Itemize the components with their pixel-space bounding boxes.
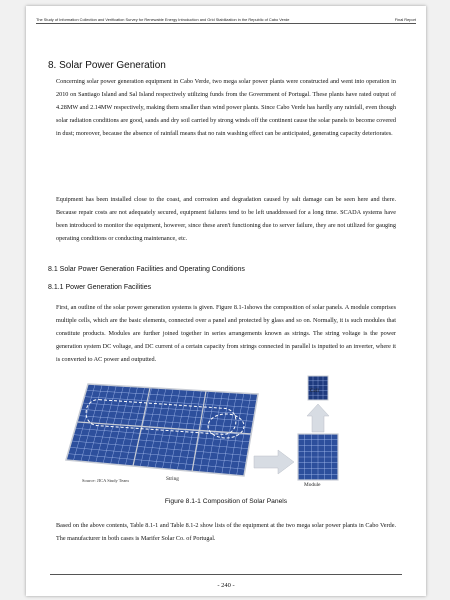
header-title: The Study of Information Collection and Verification Survey for Renewable Energy Introduction and Grid Stabilization in the Republic of Cabo Verde: [36, 17, 290, 22]
string-label: String: [166, 476, 179, 482]
body-paragraph-3: First, an outline of the solar power generation systems is given. Figure 8.1-1shows the composition of solar panels. A module comprises multiple cells, which are the basic elements, connected over a panel and protected by glass and so on. Normally, it is such modules that constitute products. Modules are further joined together in series arrangements known as strings. The string voltage is the power generation system DC voltage, and DC current of a certain capacity from strings connected in parallel is inputted to an inverter, where it is converted to AC power and outputted.: [56, 304, 396, 364]
intro-paragraph-2: Equipment has been installed close to the coast, and corrosion and degradation caused by salt damage can be seen here and there. Because repair costs are not adequately secured, equipment failures tend to be left unaddressed for a long time. SCADA systems have been introduced to monitor the equipment, however, since these aren't functioning due to server failure, they are not utilized for gauging operating conditions or conducting maintenance, etc.: [56, 196, 396, 243]
module-illustration: [298, 434, 338, 480]
header-report-label: Final Report: [394, 17, 416, 22]
figure-source: Source: JICA Study Team: [82, 478, 129, 483]
cell-label: Cell: [310, 388, 319, 394]
document-page: [26, 6, 426, 596]
arrow-to-cell: [307, 404, 329, 432]
figure-caption: Figure 8.1-1 Composition of Solar Panels: [164, 498, 288, 505]
arrow-to-module: [254, 450, 294, 474]
page-number: - 240 -: [217, 582, 235, 589]
subsubsection-heading: 8.1.1 Power Generation Facilities: [48, 284, 152, 291]
subsection-heading: 8.1 Solar Power Generation Facilities and Operating Conditions: [48, 266, 245, 273]
module-label: Module: [304, 482, 321, 488]
string-panel-illustration: [66, 384, 258, 476]
section-title: 8. Solar Power Generation: [48, 60, 166, 71]
intro-paragraph-1: Concerning solar power generation equipment in Cabo Verde, two mega solar power plants were constructed and went into operation in 2010 on Santiago Island and Sal Island respectively utilizing funds from the Government of Portugal. These plants have rated output of 4.28MW and 2.14MW respectively, making them smaller than wind power plants. Since Cabo Verde has hardly any rainfall, even though solar radiation conditions are good, sands and dry soil carried by strong winds off the continent cause the solar panels to become covered in dust; moreover, because the absence of rainfall means that no rain washing effect can be anticipated, generating capacity deteriorates.: [56, 78, 396, 138]
running-header: [36, 13, 416, 24]
body-paragraph-4: Based on the above contents, Table 8.1-1 and Table 8.1-2 show lists of the equipment at the two mega solar power plants in Cabo Verde. The manufacturer in both cases is Marifer Solar Co. of Portugal.: [56, 522, 396, 543]
footer-rule: [50, 574, 402, 575]
solar-panel-figure: [26, 364, 426, 484]
